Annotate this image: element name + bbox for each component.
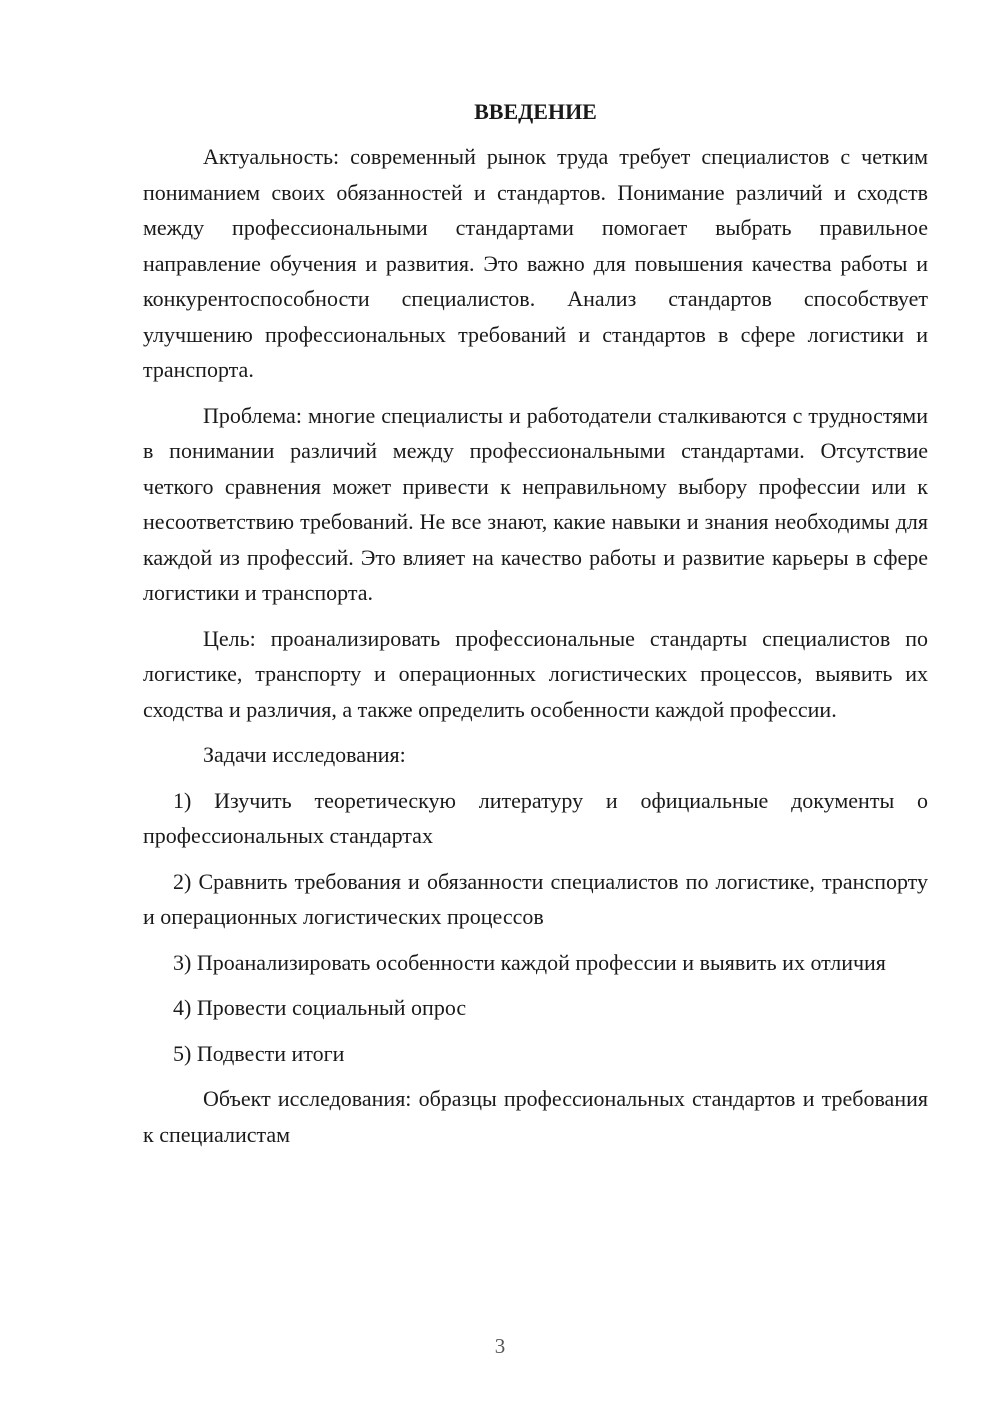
paragraph-relevance: Актуальность: современный рынок труда требует специалистов с четким пониманием своих обязанностей и стандартов. Понимание различий и сходств между профессиональными стандартами помогает выбрать правильное направление обучения и развития. Это важно для повышения качества работы и конкурентоспособности специалистов. Анализ стандартов способствует улучшению профессиональных требований и стандартов в сфере логистики и транспорта. bbox=[143, 144, 928, 382]
task-item-5: 5) Подвести итоги bbox=[173, 1040, 345, 1066]
page-number: 3 bbox=[494, 1334, 506, 1358]
task-item-1: 1) Изучить теоретическую литературу и официальные документы о профессиональных стандартах bbox=[143, 787, 928, 848]
task-item-3: 3) Проанализировать особенности каждой профессии и выявить их отличия bbox=[173, 949, 886, 975]
section-title: ВВЕДЕНИЕ bbox=[474, 99, 597, 124]
task-item-4: 4) Провести социальный опрос bbox=[173, 995, 467, 1020]
task-item-2: 2) Сравнить требования и обязанности специалистов по логистике, транспорту и операционных логистических процессов bbox=[143, 868, 928, 929]
page-content bbox=[143, 94, 928, 1152]
paragraph-object: Объект исследования: образцы профессиональных стандартов и требования к специалистам bbox=[143, 1086, 928, 1147]
paragraph-problem: Проблема: многие специалисты и работодатели сталкиваются с трудностями в понимании различий между профессиональными стандартами. Отсутствие четкого сравнения может привести к неправильному выбору профессии или к несоответствию требований. Не все знают, какие навыки и знания необходимы для каждой из профессий. Это влияет на качество работы и развитие карьеры в сфере логистики и транспорта. bbox=[143, 402, 928, 605]
paragraph-goal: Цель: проанализировать профессиональные стандарты специалистов по логистике, транспорту и операционных логистических процессов, выявить их сходства и различия, а также определить особенности каждой профессии. bbox=[143, 625, 928, 722]
paragraph-tasks-heading: Задачи исследования: bbox=[203, 742, 406, 767]
